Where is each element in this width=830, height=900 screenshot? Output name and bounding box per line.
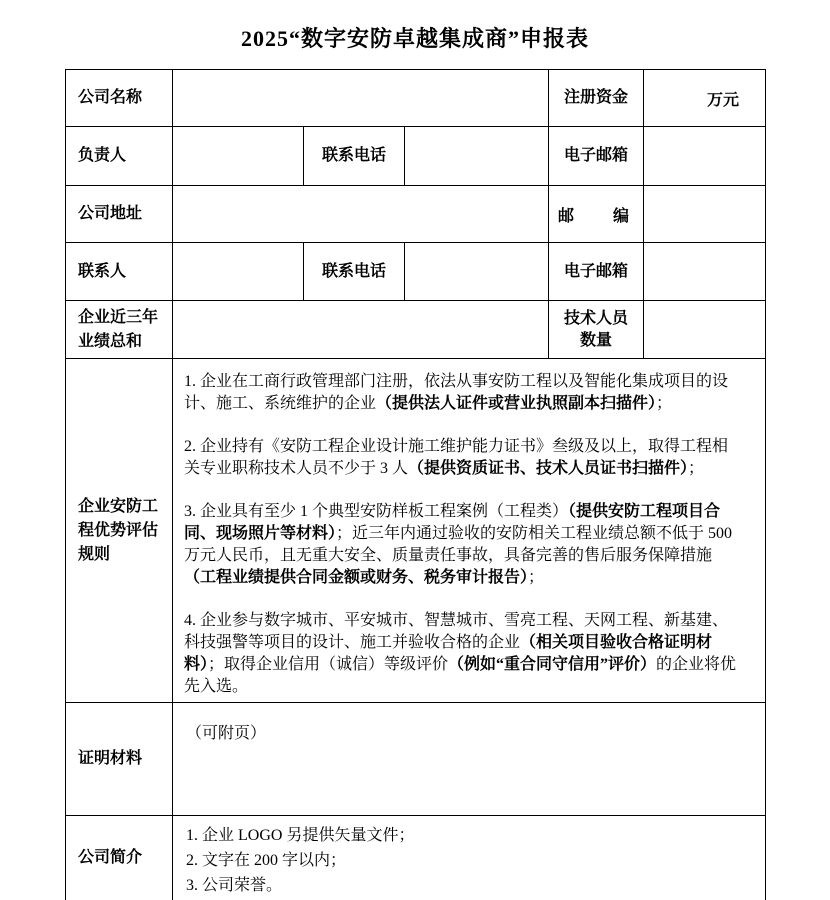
- company-profile-label: 公司简介: [66, 816, 173, 900]
- company-address-field: [173, 186, 549, 243]
- evidence-field: [173, 703, 766, 816]
- contact-email-label: 电子邮箱: [549, 243, 644, 301]
- profile-item-3: 3. 公司荣誉。: [186, 877, 283, 894]
- postal-code-label: [549, 186, 644, 243]
- rule-paragraph-2: 2. 企业持有《安防工程企业设计施工维护能力证书》叁级及以上，取得工程相关专业职称技术人员不少于 3 人（提供资质证书、技术人员证书扫描件）；: [184, 438, 729, 477]
- registered-capital-label: 注册资金: [549, 70, 644, 127]
- company-address-label: 公司地址: [66, 186, 173, 243]
- evaluation-rules-label: 企业安防工程优势评估规则: [66, 359, 173, 703]
- contact-person-field: [173, 243, 304, 301]
- row-principal: [66, 127, 766, 186]
- principal-phone-label: 联系电话: [304, 127, 405, 186]
- postal-code-field: [644, 186, 766, 243]
- row-performance: [66, 301, 766, 359]
- performance-label: 企业近三年业绩总和: [66, 301, 173, 359]
- principal-email-label: 电子邮箱: [549, 127, 644, 186]
- postal-code-label-left: 邮: [558, 207, 575, 225]
- rule-paragraph-1: 1. 企业在工商行政管理部门注册，依法从事安防工程以及智能化集成项目的设计、施工、系统维护的企业（提供法人证件或营业执照副本扫描件）；: [184, 373, 729, 412]
- row-company-address: [66, 186, 766, 243]
- principal-label: 负责人: [66, 127, 173, 186]
- tech-staff-label-line2: 数量: [580, 331, 613, 349]
- contact-email-field: [644, 243, 766, 301]
- tech-staff-label: [549, 301, 644, 359]
- principal-phone-field: [405, 127, 549, 186]
- evaluation-rules-content: [173, 359, 766, 703]
- contact-phone-label: 联系电话: [304, 243, 405, 301]
- profile-item-2: 2. 文字在 200 字以内；: [186, 852, 347, 869]
- row-company-name: [66, 70, 766, 127]
- company-profile-content: [173, 816, 766, 900]
- registered-capital-field: [644, 70, 766, 127]
- profile-item-1: 1. 企业 LOGO 另提供矢量文件；: [186, 827, 415, 844]
- row-evidence: [66, 703, 766, 816]
- registered-capital-unit: 万元: [707, 91, 740, 109]
- rule-paragraph-3: 3. 企业具有至少 1 个典型安防样板工程案例（工程类）（提供安防工程项目合同、现场照片等材料）；近三年内通过验收的安防相关工程业绩总额不低于 500 万元人民币，且无重大安全、质量责任事故，具备完善的售后服务保障措施（工程业绩提供合同金额或财务、税务审计报告）；: [184, 503, 733, 586]
- company-name-field: [173, 70, 549, 127]
- row-company-profile: [66, 816, 766, 900]
- evidence-label: 证明材料: [66, 703, 173, 816]
- row-evaluation-rules: [66, 359, 766, 703]
- contact-phone-field: [405, 243, 549, 301]
- principal-email-field: [644, 127, 766, 186]
- performance-field: [173, 301, 549, 359]
- evidence-note: （可附页）: [186, 725, 267, 742]
- tech-staff-label-line1: 技术人员: [564, 309, 629, 327]
- rule-paragraph-4: 4. 企业参与数字城市、平安城市、智慧城市、雪亮工程、天网工程、新基建、科技强警等项目的设计、施工并验收合格的企业（相关项目验收合格证明材料）；取得企业信用（诚信）等级评价（例如“重合同守信用”评价）的企业将优先入选。: [184, 612, 737, 695]
- application-form-table: [65, 69, 766, 900]
- postal-code-label-right: 编: [613, 207, 630, 225]
- tech-staff-field: [644, 301, 766, 359]
- row-contact-person: [66, 243, 766, 301]
- principal-field: [173, 127, 304, 186]
- company-name-label: 公司名称: [66, 70, 173, 127]
- form-title: 2025“数字安防卓越集成商”申报表: [240, 26, 589, 51]
- contact-person-label: 联系人: [66, 243, 173, 301]
